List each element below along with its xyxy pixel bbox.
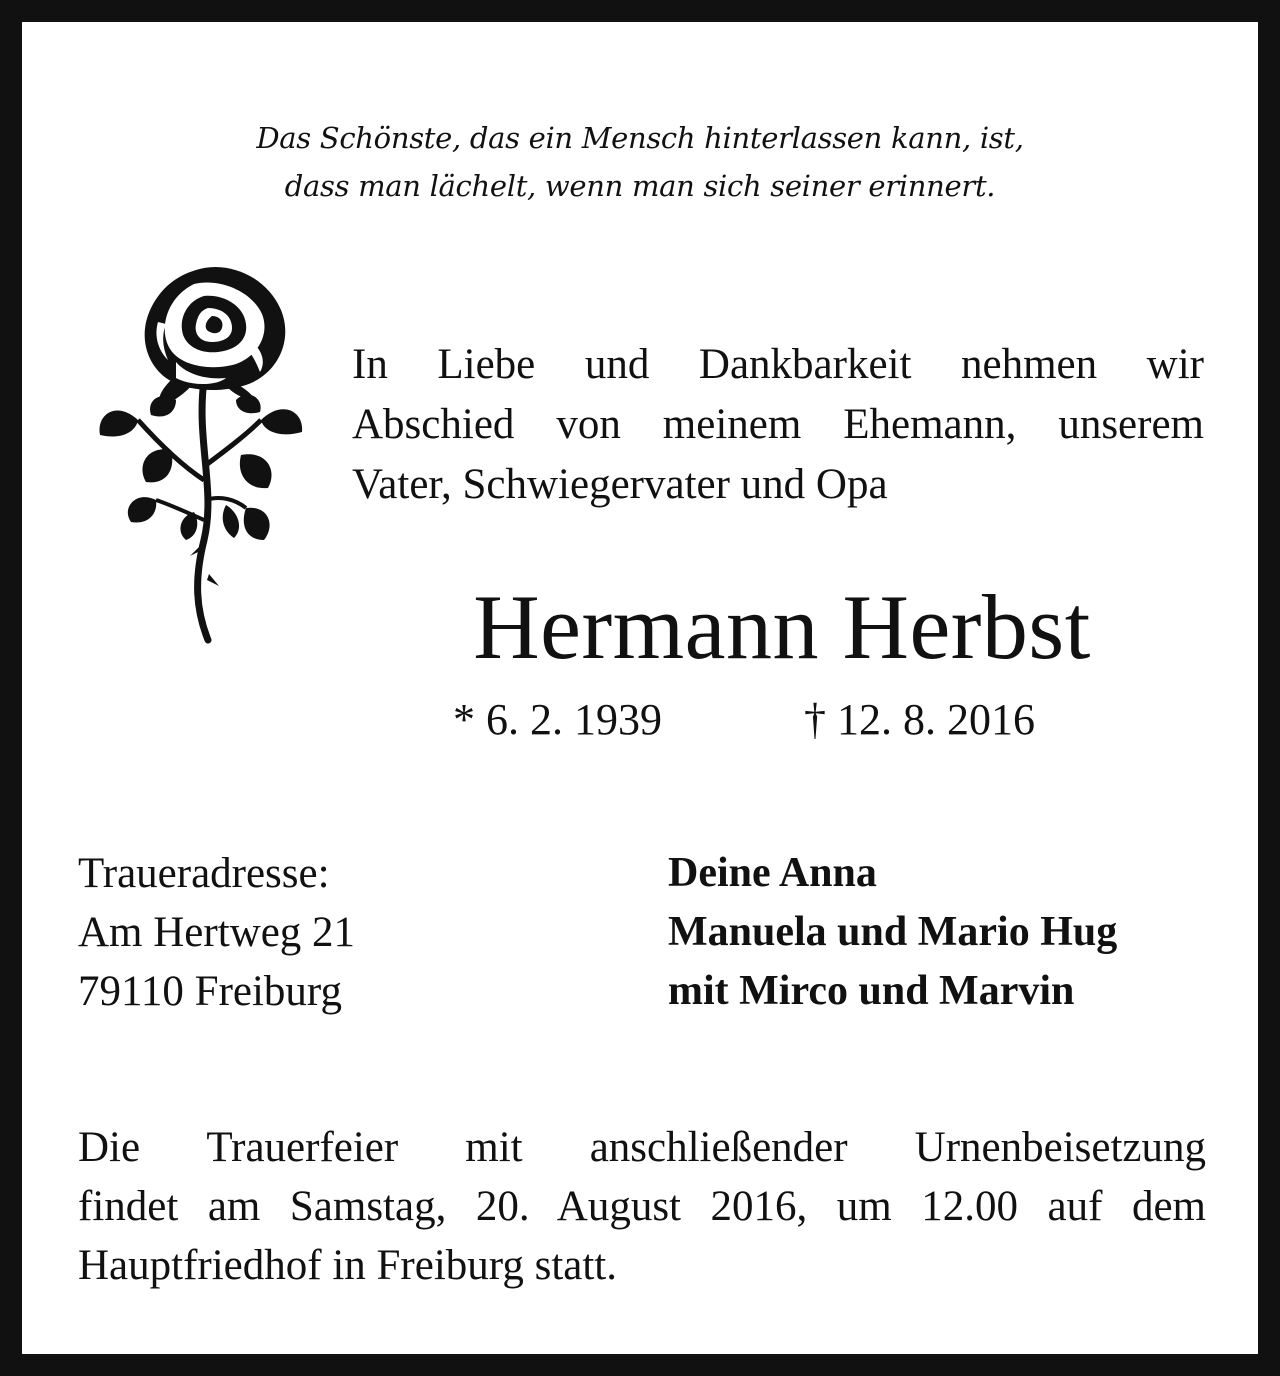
address-street: Am Hertweg 21 bbox=[78, 909, 356, 956]
family-signatures bbox=[668, 844, 1208, 1021]
address-city: 79110 Freiburg bbox=[78, 968, 342, 1015]
family-line-3: mit Mirco und Marvin bbox=[668, 968, 1075, 1014]
ceremony-info bbox=[78, 1118, 1206, 1295]
deceased-name: Hermann Herbst bbox=[473, 576, 1091, 678]
death-date: † 12. 8. 2016 bbox=[804, 695, 1035, 744]
intro-line-3: Vater, Schwiegervater und Opa bbox=[352, 461, 888, 508]
motto-quote bbox=[22, 114, 1258, 210]
mourning-address bbox=[78, 844, 638, 1021]
motto-line-2: dass man lächelt, wenn man sich seiner erinnert. bbox=[284, 169, 996, 203]
ceremony-line-3: Hauptfriedhof in Freiburg statt. bbox=[78, 1242, 617, 1289]
rose-icon bbox=[76, 250, 316, 645]
ceremony-line-2: findet am Samstag, 20. August 2016, um 12.00 auf dem bbox=[78, 1183, 1206, 1230]
motto-line-1: Das Schönste, das ein Mensch hinterlassen kann, ist, bbox=[256, 121, 1024, 155]
intro-line-1: In Liebe und Dankbarkeit nehmen wir bbox=[352, 341, 1204, 388]
birth-date: * 6. 2. 1939 bbox=[453, 695, 662, 744]
address-label: Traueradresse: bbox=[78, 850, 330, 897]
family-line-2: Manuela und Mario Hug bbox=[668, 909, 1118, 955]
intro-text bbox=[352, 335, 1204, 515]
family-line-1: Deine Anna bbox=[668, 850, 877, 896]
life-dates bbox=[22, 690, 1258, 750]
ceremony-line-1: Die Trauerfeier mit anschließender Urnenbeisetzung bbox=[78, 1124, 1206, 1171]
intro-line-2: Abschied von meinem Ehemann, unserem bbox=[352, 401, 1204, 448]
